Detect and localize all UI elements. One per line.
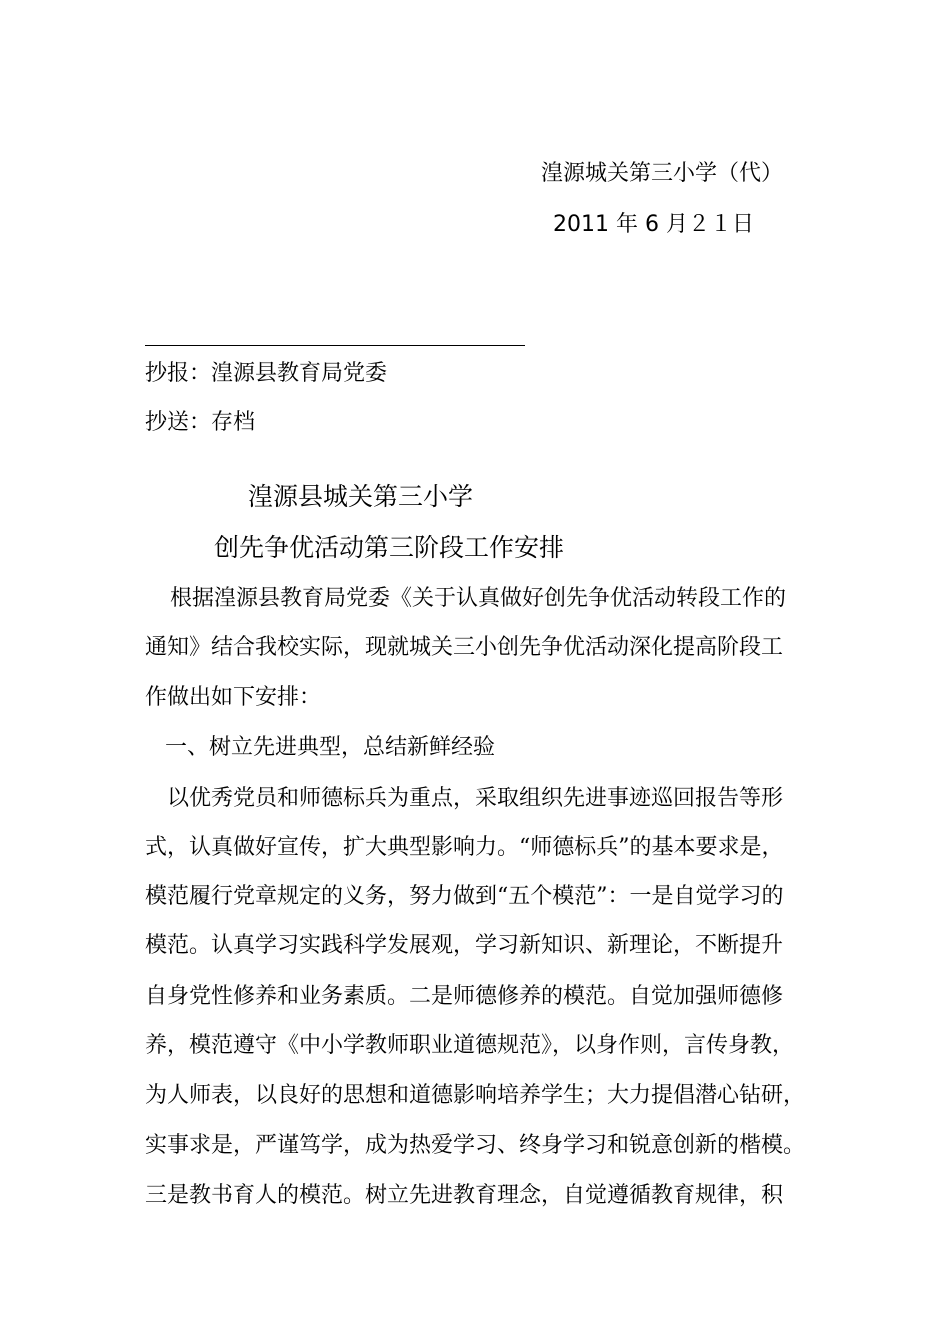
body-line: 作做出如下安排： (145, 685, 322, 710)
separator-rule (145, 345, 525, 346)
body-line: 模范履行党章规定的义务，努力做到“五个模范”：一是自觉学习的 (145, 884, 784, 909)
body-line: 式，认真做好宣传，扩大典型影响力。“师德标兵”的基本要求是， (145, 835, 784, 860)
body-line: 养，模范遵守《中小学教师职业道德规范》，以身作则，言传身教， (145, 1033, 795, 1058)
copy-to: 抄送：存档 (145, 410, 256, 435)
body-line: 通知》结合我校实际，现就城关三小创先争优活动深化提高阶段工 (145, 635, 784, 660)
signature-date: 2011 年 6 月２１日 (553, 212, 754, 237)
title-line-1: 湟源县城关第三小学 (248, 482, 474, 511)
body-line: 根据湟源县教育局党委《关于认真做好创先争优活动转段工作的 (170, 586, 787, 611)
signature-org: 湟源城关第三小学（代） (541, 161, 784, 186)
body-line: 为人师表，以良好的思想和道德影响培养学生；大力提倡潜心钻研， (145, 1083, 806, 1108)
report-to: 抄报：湟源县教育局党委 (145, 361, 388, 386)
body-line: 模范。认真学习实践科学发展观，学习新知识、新理论，不断提升 (145, 933, 784, 958)
body-line: 自身党性修养和业务素质。二是师德修养的模范。自觉加强师德修 (145, 984, 784, 1009)
body-line: 实事求是，严谨笃学，成为热爱学习、终身学习和锐意创新的楷模。 (145, 1133, 806, 1158)
title-line-2: 创先争优活动第三阶段工作安排 (214, 533, 565, 562)
body-line: 三是教书育人的模范。树立先进教育理念，自觉遵循教育规律，积 (145, 1183, 784, 1208)
section-heading: 一、树立先进典型，总结新鲜经验 (165, 735, 496, 760)
body-line: 以优秀党员和师德标兵为重点，采取组织先进事迹巡回报告等形 (167, 786, 784, 811)
